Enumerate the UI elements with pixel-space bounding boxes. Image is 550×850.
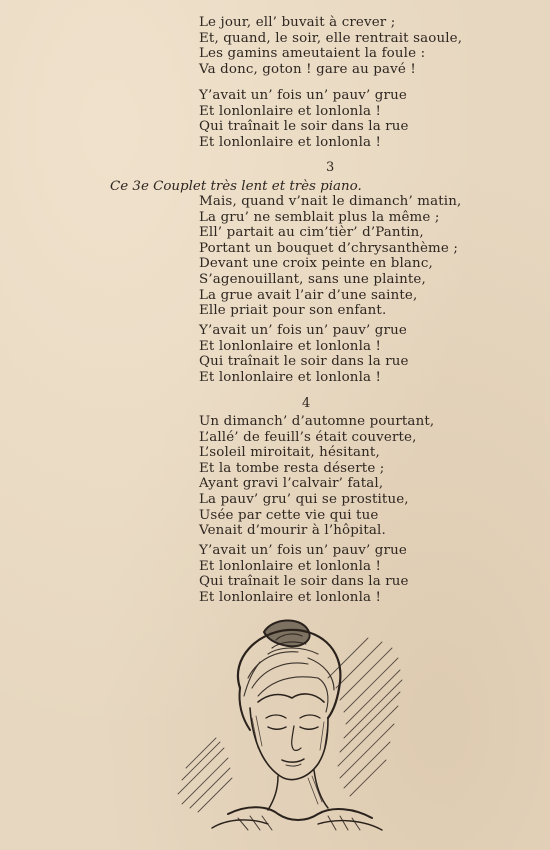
- couplet-3-verse: [199, 194, 461, 319]
- verse-line: S’agenouillant, sans une plainte,: [199, 271, 426, 287]
- refrain-line: Et lonlonlaire et lonlonla !: [199, 103, 382, 119]
- couplet-4-verse: [199, 414, 434, 539]
- refrain-line: Y’avait un’ fois un’ pauv’ grue: [199, 88, 407, 103]
- woman-portrait-engraving-icon: [168, 618, 408, 833]
- verse-line: Portant un bouquet d’chrysanthème ;: [199, 240, 459, 256]
- verse-line: Va donc, goton ! gare au pavé !: [199, 61, 416, 77]
- refrain-line: Y’avait un’ fois un’ pauv’ grue: [199, 543, 407, 558]
- verse-line: L’allé’ de feuill’s était couverte,: [199, 429, 417, 445]
- verse-line: Venait d’mourir à l’hôpital.: [199, 523, 386, 539]
- refrain-line: Et lonlonlaire et lonlonla !: [199, 589, 382, 605]
- refrain-line: Et lonlonlaire et lonlonla !: [199, 558, 382, 574]
- refrain-line: Qui traînait le soir dans la rue: [199, 574, 409, 590]
- couplet-3-instruction: Ce 3e Couplet très lent et très piano.: [110, 179, 362, 194]
- verse-line: Usée par cette vie qui tue: [199, 507, 379, 523]
- refrain-line: Y’avait un’ fois un’ pauv’ grue: [199, 323, 407, 338]
- refrain-line: Qui traînait le soir dans la rue: [199, 354, 409, 370]
- verse-line: Le jour, ell’ buvait à crever ;: [199, 15, 396, 30]
- refrain-line: Et lonlonlaire et lonlonla !: [199, 338, 382, 354]
- verse-line: Et, quand, le soir, elle rentrait saoule,: [199, 30, 463, 46]
- refrain-line: Et lonlonlaire et lonlonla !: [199, 134, 382, 150]
- couplet-4-number: 4: [302, 396, 311, 411]
- couplet-3-number: 3: [326, 160, 335, 175]
- verse-line: Devant une croix peinte en blanc,: [199, 256, 433, 272]
- verse-line: Les gamins ameutaient la foule :: [199, 46, 426, 62]
- verse-line: Ayant gravi l’calvair’ fatal,: [199, 476, 384, 492]
- verse-line: La gru’ ne semblait plus la même ;: [199, 209, 440, 225]
- refrain-3: [199, 543, 409, 605]
- verse-line: Ell’ partait au cim’tièr’ d’Pantin,: [199, 225, 424, 241]
- verse-line: L’soleil miroitait, hésitant,: [199, 445, 380, 461]
- verse-line: Elle priait pour son enfant.: [199, 303, 387, 319]
- verse-line: Mais, quand v’nait le dimanch’ matin,: [199, 194, 462, 209]
- verse-line: Un dimanch’ d’automne pourtant,: [199, 414, 435, 429]
- refrain-line: Et lonlonlaire et lonlonla !: [199, 369, 382, 385]
- verse-line: Et la tombe resta déserte ;: [199, 460, 385, 476]
- couplet-2-verse-end: [199, 15, 462, 77]
- refrain-1: [199, 88, 409, 150]
- verse-line: La grue avait l’air d’une sainte,: [199, 287, 418, 303]
- refrain-2: [199, 323, 409, 385]
- refrain-line: Qui traînait le soir dans la rue: [199, 119, 409, 135]
- verse-line: La pauv’ gru’ qui se prostitue,: [199, 491, 409, 507]
